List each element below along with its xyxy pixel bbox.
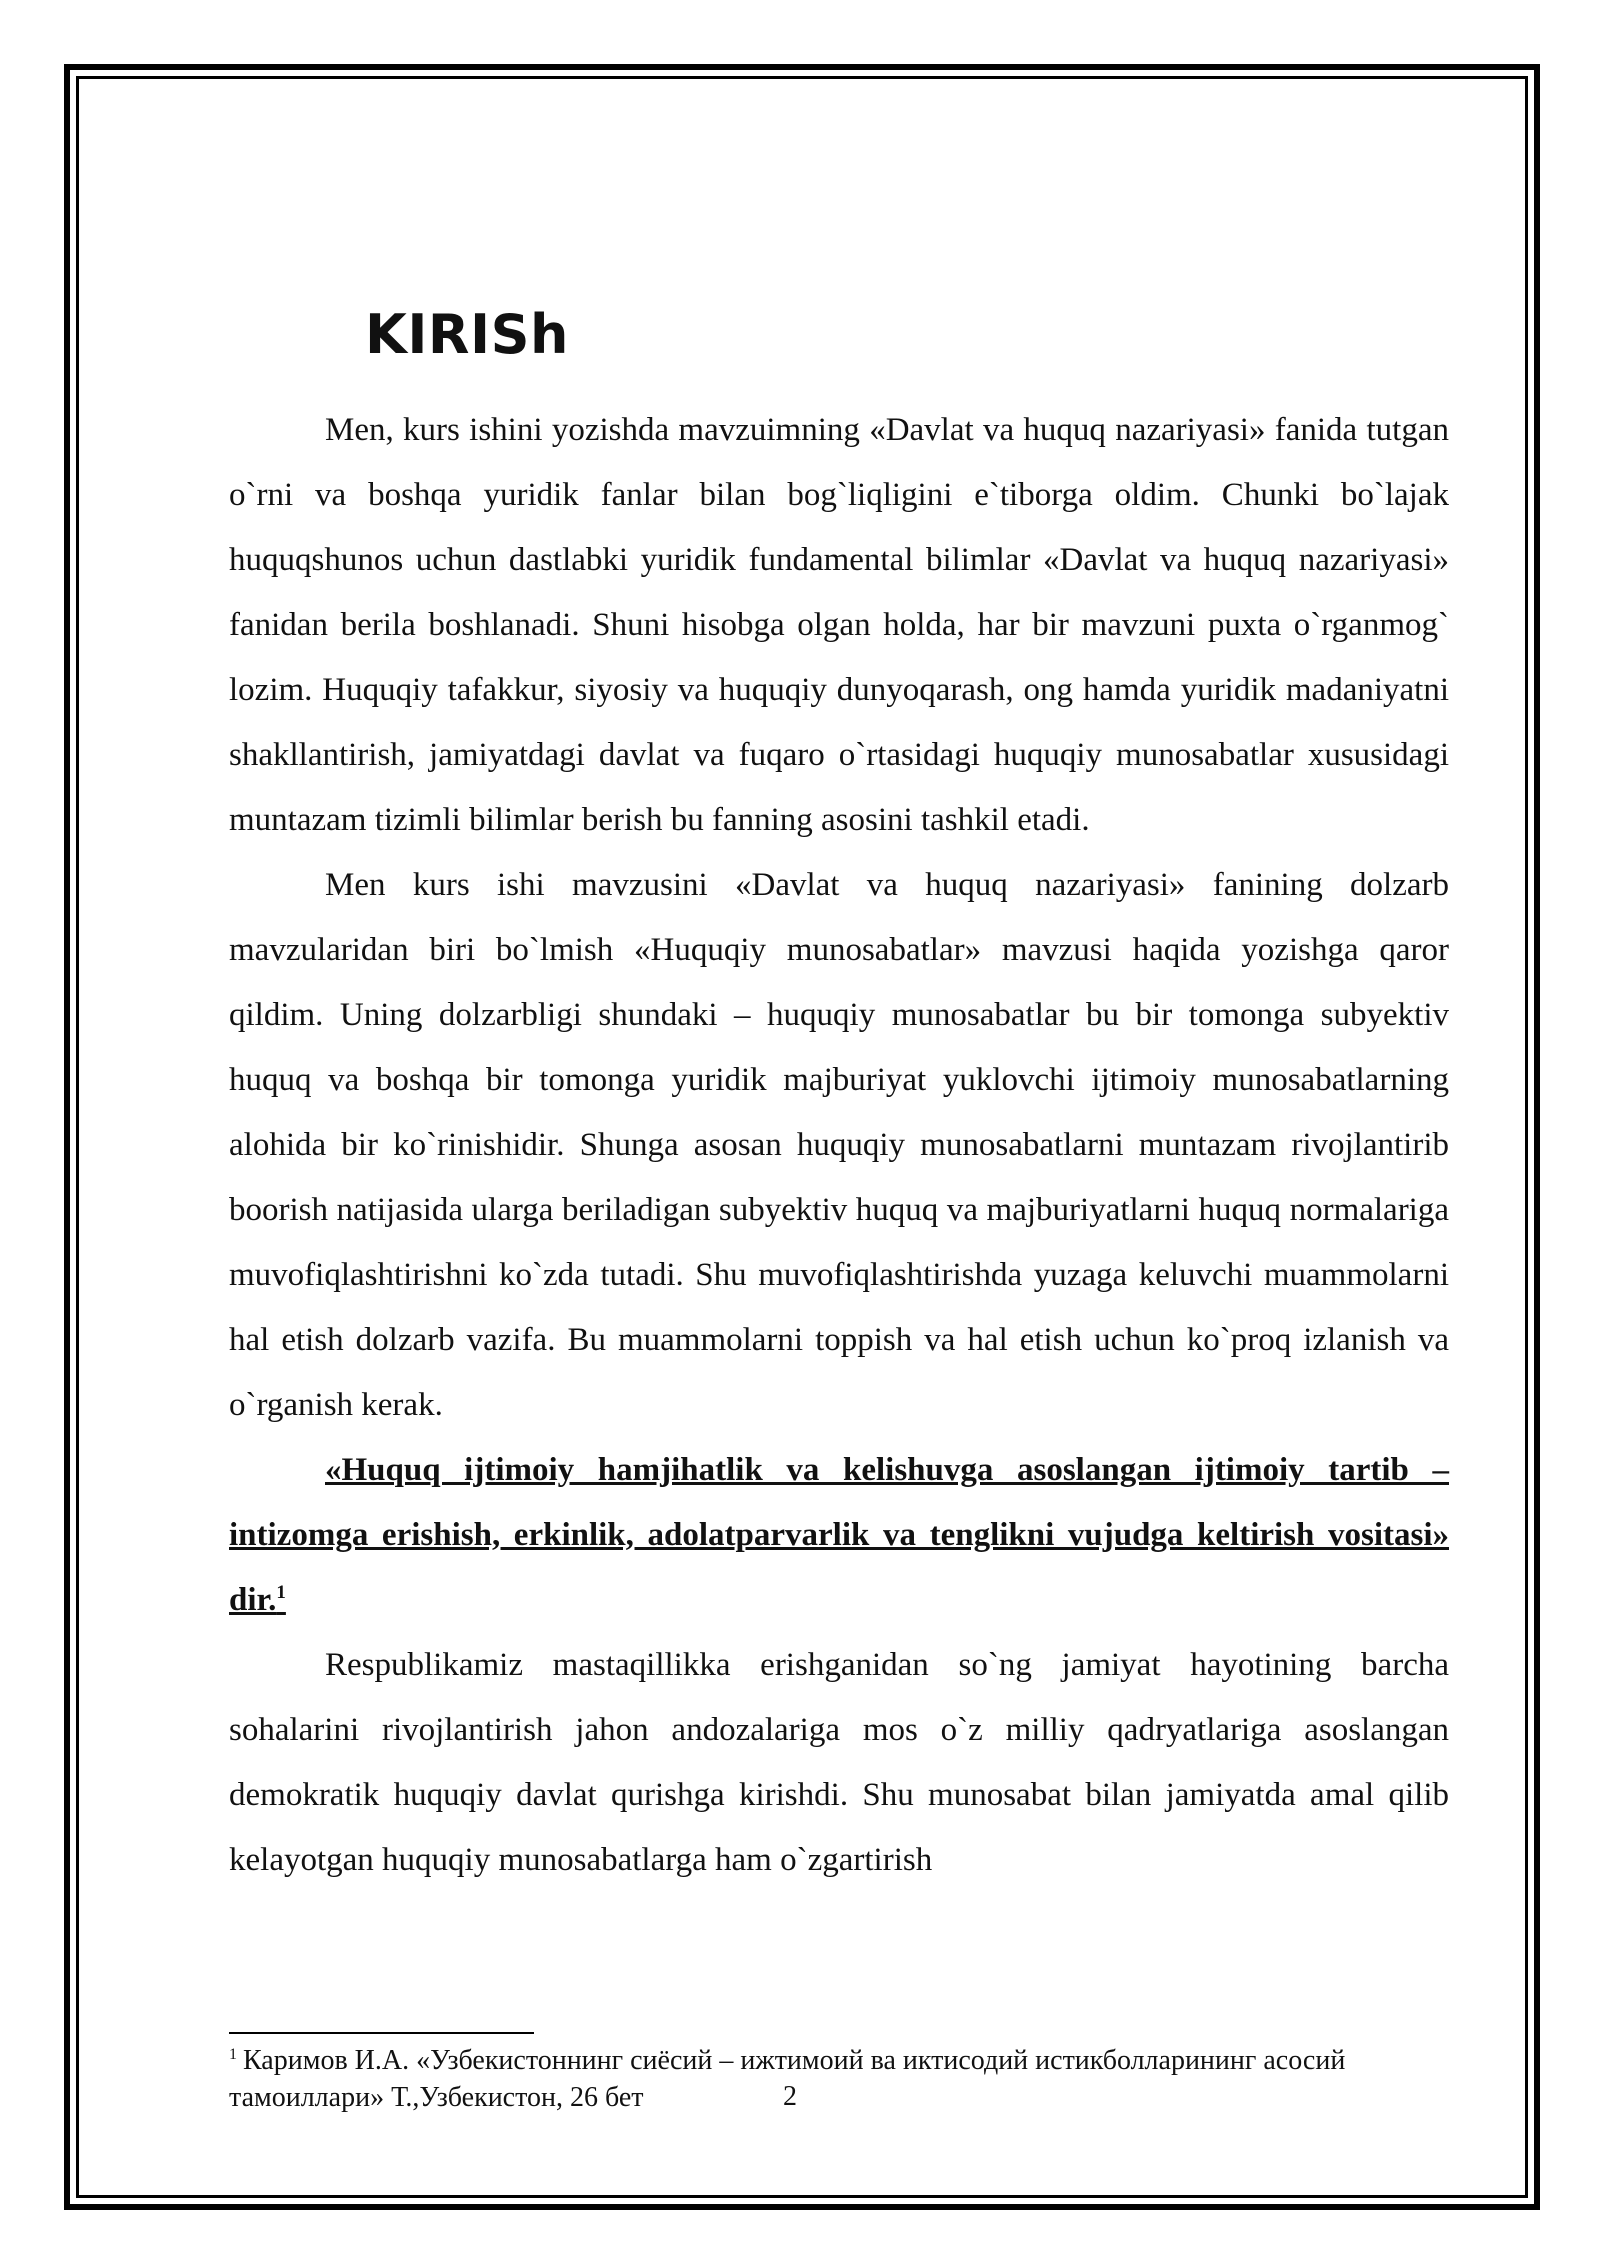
- paragraph-topic: Men kurs ishi mavzusini «Davlat va huquq nazariyasi» fanining dolzarb mavzularidan biri bo`lmish «Huquqiy munosabatlar» mavzusi haqida yozishga qaror qildim. Uning dolzarbligi shundaki – huquqiy munosabatlar bu bir tomonga subyektiv huquq va boshqa bir tomonga yuridik majburiyat yuklovchi ijtimoiy munosabatlarning alohida bir ko`rinishidir. Shunga asosan huquqiy munosabatlarni muntazam rivojlantirib boorish natijasida ularga beriladigan subyektiv huquq va majburiyatlarni huquq normalariga muvofiqlashtirishni ko`zda tutadi. Shu muvofiqlashtirishda yuzaga keluvchi muammolarni hal etish dolzarb vazifa. Bu muammolarni toppish va hal etish uchun ko`proq izlanish va o`rganish kerak.: [229, 867, 1449, 1423]
- quote-paragraph: [229, 1438, 1449, 1633]
- footnote-text: Каримов И.А. «Узбекистоннинг сиёсий – ижтимоий ва иктисодий истикболларининг асосий тамоиллари» Т.,Узбекистон, 26 бет: [229, 2045, 1346, 2113]
- page-number: 2: [783, 2081, 797, 2112]
- footnote-separator: [229, 2032, 534, 2034]
- footnote-reference[interactable]: 1: [276, 1582, 286, 1603]
- footnote-number: 1: [229, 2045, 237, 2063]
- document-body: [229, 300, 1449, 1893]
- document-title: KIRISh: [365, 303, 569, 366]
- paragraph-intro: Men, kurs ishini yozishda mavzuimning «Davlat va huquq nazariyasi» fanida tutgan o`rni va boshqa yuridik fanlar bilan bog`liqligini e`tiborga oldim. Chunki bo`lajak huquqshunos uchun dastlabki yuridik fundamental bilimlar «Davlat va huquq nazariyasi» fanidan berila boshlanadi. Shuni hisobga olgan holda, har bir mavzuni puxta o`rganmog` lozim. Huquqiy tafakkur, siyosiy va huquqiy dunyoqarash, ong hamda yuridik madaniyatni shakllantirish, jamiyatdagi davlat va fuqaro o`rtasidagi huquqiy munosabatlar xususidagi muntazam tizimli bilimlar berish bu fanning asosini tashkil etadi.: [229, 412, 1449, 838]
- paragraph-republic: Respublikamiz mastaqillikka erishganidan so`ng jamiyat hayotining barcha sohalarini rivojlantirish jahon andozalariga mos o`z milliy qadryatlariga asoslangan demokratik huquqiy davlat qurishga kirishdi. Shu munosabat bilan jamiyatda amal qilib kelayotgan huquqiy munosabatlarga ham o`zgartirish: [229, 1647, 1449, 1878]
- quote-text: «Huquq ijtimoiy hamjihatlik va kelishuvga asoslangan ijtimoiy tartib – intizomga erishish, erkinlik, adolatparvarlik va tenglikni vujudga keltirish vositasi» dir.: [229, 1452, 1449, 1618]
- footnote: [229, 2042, 1449, 2116]
